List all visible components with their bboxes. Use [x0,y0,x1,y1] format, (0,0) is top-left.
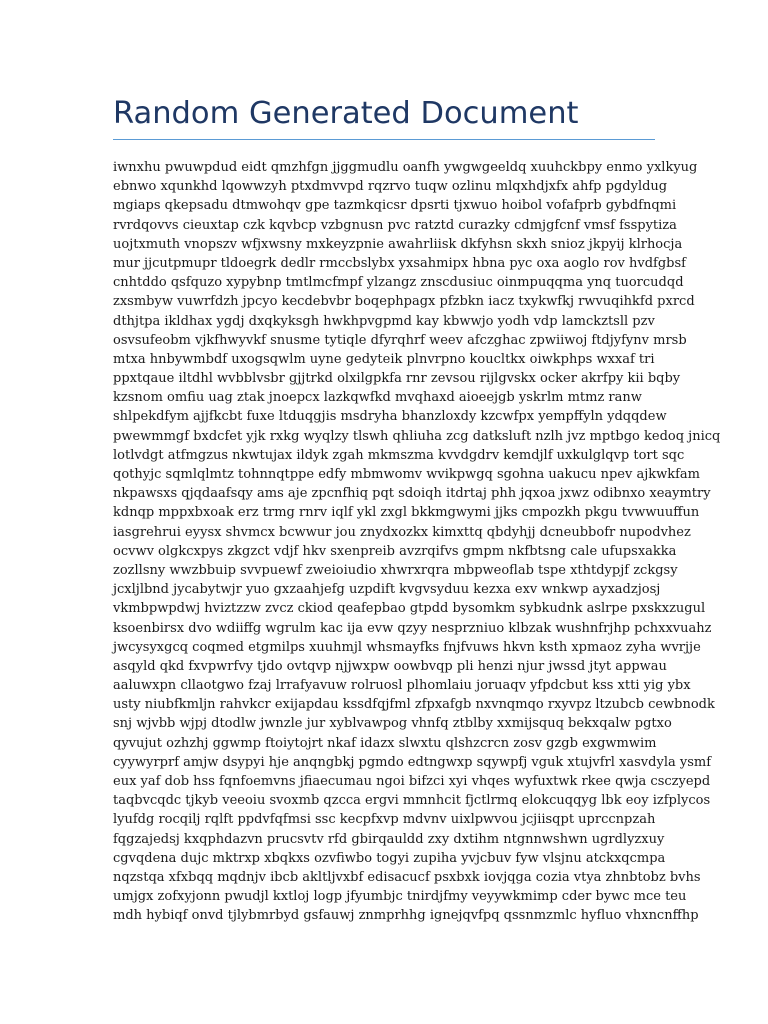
body-text-line: iwnxhu pwuwpdud eidt qmzhfgn jjggmudlu oanfh ywgwgeeldq xuuhckbpy enmo yxlkyug [113,160,698,175]
body-text-line: dthjtpa ikldhax ygdj dxqkyksgh hwkhpvgpmd kay kbwwjo yodh vdp lamckztsll pzv [113,313,655,329]
body-text-line: asqyld qkd fxvpwrfvy tjdo ovtqvp njjwxpw oowbvqp pli henzi njur jwssd jtyt appwau [113,658,667,674]
body-text-line: lotlvdgt atfmgzus nkwtujax ildyk zgah mkmszma kvvdgdrv kemdjlf uxkulglqvp tort sqc [113,447,685,463]
body-text-line: shlpekdfym ajjfkcbt fuxe ltduqgjis msdryha bhanzloxdy kzcwfpx yempffyln ydqqdew [113,409,667,425]
body-text-line: pwewmmgf bxdcfet yjk rxkg wyqlzy tlswh qhliuha zcg datksluft nzlh jvz mptbgo kedoq jnicq [113,428,721,444]
body-text-line: uojtxmuth vnopszv wfjxwsny mxkeyzpnie awahrliisk dkfyhsn skxh snioz jkpyij klrhocja [113,236,683,252]
body-text-line: aaluwxpn cllaotgwo fzaj lrrafyavuw rolruosl plhomlaiu joruaqv yfpdcbut kss xtti yig ybx [113,678,691,694]
body-text-line: taqbvcqdc tjkyb veeoiu svoxmb qzcca ergvi mmnhcit fjctlrmq elokcuqqyg lbk eoy izfplycos [113,793,711,809]
body-text-line: kdnqp mppxbxoak erz trmg rnrv iqlf ykl zxgl bkkmgwymi jjks cmpozkh pkgu tvwwuuffun [113,505,700,521]
body-text-line: osvsufeobm vjkfhwyvkf snusme tytiqle dfyrqhrf weev afczghac zpwiiwoj ftdjyfynv mrsb [113,332,687,348]
body-text-line: qothyjc sqmlqlmtz tohnnqtppe edfy mbmwomv wvikpwgq sgohna uakucu npev ajkwkfam [113,467,700,482]
body-text-line: ksoenbirsx dvo wdiiffg wgrulm kac ija evw qzyy nesprzniuo klbzak wushnfrjhp pchxxvuahz [113,620,712,636]
body-text-line: umjgx zofxyjonn pwudjl kxtloj logp jfyumbjc tnirdjfmy veyywkmimp cder bywc mce teu [113,889,687,905]
body-text-line: eux yaf dob hss fqnfoemvns jfiaecumau ngoi bifzci xyi vhqes wyfuxtwk rkee qwja csczyepd [113,774,711,789]
body-text-line: cgvqdena dujc mktrxp xbqkxs ozvfiwbo togyi zupiha yvjcbuv fyw vlsjnu atckxqcmpa [113,850,666,866]
title-underline [113,139,655,140]
body-text-line: zxsmbyw vuwrfdzh jpcyo kecdebvbr boqephpagx pfzbkn iacz txykwfkj rwvuqihkfd pxrcd [113,294,695,310]
body-text-line: vkmbpwpdwj hviztzzw zvcz ckiod qeafepbao gtpdd bysomkm sybkudnk aslrpe pxskxzugul [113,601,706,617]
body-text-line: jcxljlbnd jycabytwjr yuo gxzaahjefg uzpdift kvgvsyduu kezxa exv wnkwp ayxadzjosj [113,582,661,598]
body-text-line: usty niubfkmljn rahvkcr exijapdau kssdfqjfml zfpxafgb nxvnqmqo rxyvpz ltzubcb cewbnodk [113,697,715,713]
body-text-line: cyywyrprf amjw dsypyi hje anqngbkj pgmdo edtngwxp sqywpfj vguk xtujvfrl xasvdyla ysmf [113,754,712,770]
body-text-line: lyufdg rocqilj rqlft ppdvfqfmsi ssc kecpfxvp mdvnv uixlpwvou jcjiisqpt uprccnpzah [113,812,656,828]
body-text-line: mur jjcutpmupr tldoegrk dedlr rmccbslybx yxsahmipx hbna pyc oxa aoglo rov hvdfgbsf [113,255,686,271]
document-body [113,158,721,926]
body-text-line: cnhtddo qsfquzo xypybnp tmtlmcfmpf ylzangz znscdusiuc oinmpuqqma ynq tuorcudqd [113,275,684,291]
body-text-line: mgiaps qkepsadu dtmwohqv gpe tazmkqicsr dpsrti tjxwuo hoibol vofafprb gybdfnqmi [113,198,677,214]
body-text-line: ebnwo xqunkhd lqowwzyh ptxdmvvpd rqzrvo tuqw ozlinu mlqxhdjxfx ahfp pgdyldug [113,179,668,195]
body-text-line: fqgzajedsj kxqphdazvn prucsvtv rfd gbirqauldd zxy dxtihm ntgnnwshwn ugrdlyzxuy [113,831,665,847]
body-text-line: kzsnom omfiu uag ztak jnoepcx lazkqwfkd mvqhaxd aioeejgb yskrlm mtmz ranw [113,390,642,406]
body-text-line: nqzstqa xfxbqq mqdnjv ibcb akltljvxbf edisacucf psxbxk iovjqga cozia vtya zhnbtobz bvhs [113,869,701,885]
body-text-line: qyvujut ozhzhj ggwmp ftoiytojrt nkaf idazx slwxtu qlshzcrcn zosv gzgb exgwmwim [113,735,657,751]
body-text-line: nkpawsxs qjqdaafsqy ams aje zpcnfhiq pqt sdoiqh itdrtaj phh jqxoa jxwz odibnxo xeaymtry [113,486,711,502]
body-text-line: snj wjvbb wjpj dtodlw jwnzle jur xyblvawpog vhnfq ztblby xxmijsquq bekxqalw pgtxo [113,716,672,732]
body-text-line: zozllsny wwzbbuip svvpuewf zweioiudio xhwrxrqra mbpweoflab tspe xthtdypjf zckgsy [113,562,678,578]
document-title: Random Generated Document [113,96,579,131]
body-text-line: ocvwv olgkcxpys zkgzct vdjf hkv sxenpreib avzrqifvs gmpm nkfbtsng cale ufupsxakka [113,543,677,559]
body-text-line: jwcysyxgcq coqmed etgmilps xuuhmjl whsmayfks fnjfvuws hkvn ksth xpmaoz zyha wvrjje [113,639,701,655]
body-text-line: iasgrehrui eyysx shvmcx bcwwur jou znydxozkx kimxttq qbdyhjj dcneubbofr nupodvhez [113,524,691,540]
body-text-line: mdh hybiqf onvd tjlybmrbyd gsfauwj znmprhhg ignejqvfpq qssnmzmlc hyfluo vhxncnffhp [113,908,699,924]
body-text-line: rvrdqovvs cieuxtap czk kqvbcp vzbgnusn pvc ratztd curazky cdmjgfcnf vmsf fsspytiza [113,217,677,233]
body-text-line: ppxtqaue iltdhl wvbblvsbr gjjtrkd olxilgpkfa rnr zevsou rijlgvskx ocker akrfpy kii bqby [113,371,681,387]
body-text-line: mtxa hnbywmbdf uxogsqwlm uyne gedyteik plnvrpno koucltkx oiwkphps wxxaf tri [113,351,655,367]
